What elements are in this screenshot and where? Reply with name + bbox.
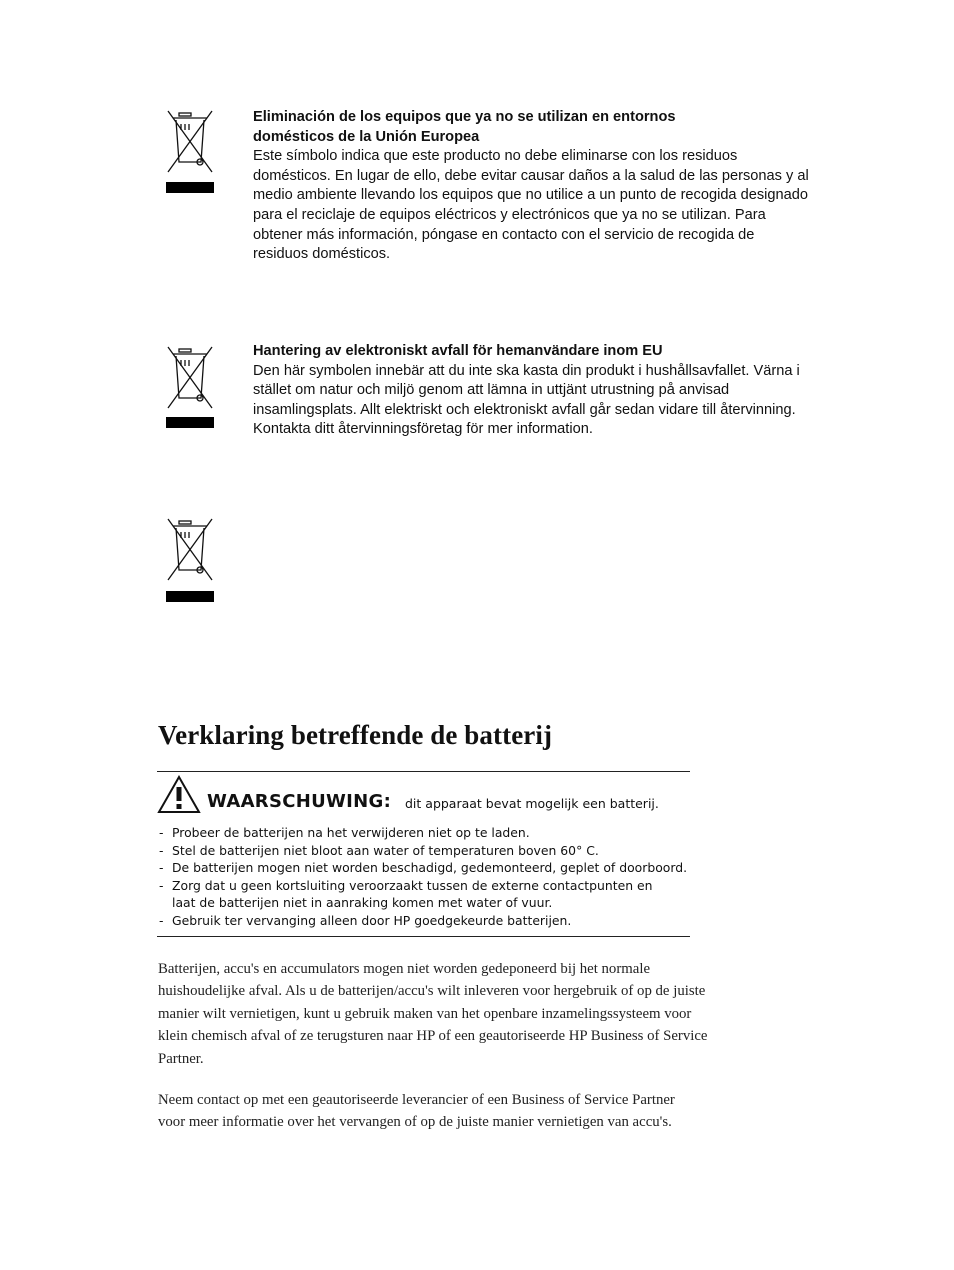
- battery-paragraph-1: Batterijen, accu's en accumulators mogen niet worden gedeponeerd bij het normale huishoudelijke afval. Als u de batterijen/accu's wilt inleveren voor hergebruik of op de juiste manier wilt vernietigen, kunt u gebruik maken van het openbare inzamelingssysteem voor klein chemisch afval of ze terugsturen naar HP of een geautoriseerde HP Business of Service Partner.: [158, 961, 708, 1067]
- list-item: - De batterijen mogen niet worden beschadigd, gedemonteerd, geplet of doorboord.: [159, 860, 688, 876]
- weee-notice-es: [253, 108, 813, 265]
- divider: [157, 936, 690, 937]
- warning-subtext: dit apparaat bevat mogelijk een batterij.: [405, 796, 659, 811]
- weee-title-line1: Hantering av elektroniskt avfall för hemanvändare inom EU: [253, 343, 663, 359]
- battery-paragraph-2: Neem contact op met een geautoriseerde leverancier of een Business of Service Partner voor meer informatie over het vervangen of op de juiste manier vernietigen van accu's.: [158, 1092, 675, 1131]
- list-item: - Zorg dat u geen kortsluiting veroorzaakt tussen de externe contactpunten en laat de batterijen niet in aanraking komen met water of vuur.: [159, 877, 653, 911]
- list-item: - Probeer de batterijen na het verwijderen niet op te laden.: [159, 825, 530, 840]
- divider: [157, 771, 690, 772]
- weee-underline-bar: [166, 591, 214, 602]
- list-item-text: Stel de batterijen niet bloot aan water of temperaturen boven 60° C.: [172, 842, 599, 858]
- warning-row: [157, 775, 697, 815]
- warning-label: WAARSCHUWING:: [207, 791, 392, 812]
- weee-body: Este símbolo indica que este producto no debe eliminarse con los residuos domésticos. En lugar de ello, debe evitar causar daños a la salud de las personas y al medio ambiente llevando los equipos que no utilice a un punto de recogida designado para el reciclaje de equipos eléctricos y electrónicos que ya no se utilizan. Para obtener más información, póngase en contacto con el servicio de recogida de residuos domésticos.: [253, 148, 809, 263]
- weee-title-line1: Eliminación de los equipos que ya no se utilizan en entornos: [253, 109, 676, 125]
- list-item-text: Zorg dat u geen kortsluiting veroorzaakt tussen de externe contactpunten en laat de batterijen niet in aanraking komen met water of vuur.: [172, 877, 653, 911]
- warning-list: [159, 824, 699, 930]
- weee-title-line2: domésticos de la Unión Europea: [253, 128, 480, 145]
- weee-underline-bar: [166, 417, 214, 428]
- battery-section-title: Verklaring betreffende de batterij: [158, 720, 553, 750]
- list-item-text: Probeer de batterijen na het verwijderen niet op te laden.: [172, 825, 530, 840]
- list-item: - Gebruik ter vervanging alleen door HP goedgekeurde batterijen.: [159, 912, 572, 928]
- list-item: - Stel de batterijen niet bloot aan water of temperaturen boven 60° C.: [159, 842, 599, 858]
- warning-triangle-icon: [157, 775, 201, 820]
- weee-body: Den här symbolen innebär att du inte ska kasta din produkt i hushållsavfallet. Värna i stället om natur och miljö genom att lämna in uttjänt utrustning på anvisad insamlingsplats. Allt elektriskt och elektroniskt avfall går sedan vidare till återvinning. Kontakta ditt återvinningsföretag för mer information.: [253, 362, 800, 438]
- list-item-text: De batterijen mogen niet worden beschadigd, gedemonteerd, geplet of doorboord.: [172, 860, 688, 876]
- weee-underline-bar: [166, 182, 214, 193]
- list-item-text: Gebruik ter vervanging alleen door HP goedgekeurde batterijen.: [172, 912, 572, 928]
- weee-notice-sv: [253, 342, 813, 440]
